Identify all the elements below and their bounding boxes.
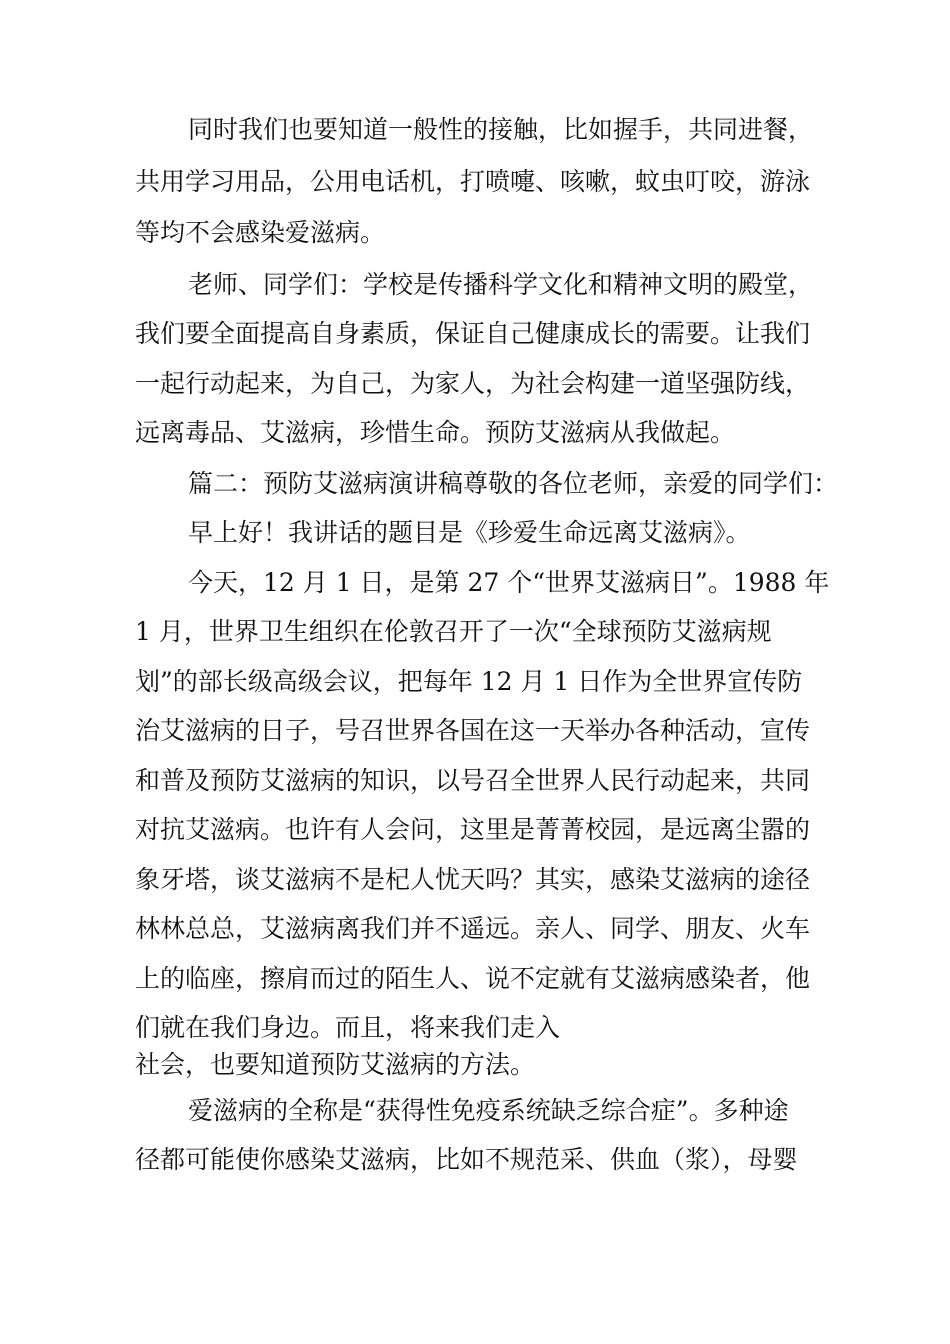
text-line: 径都可能使你感染艾滋病，比如不规范采、供血（浆），母婴 xyxy=(135,1145,798,1174)
text-line: 一起行动起来，为自己，为家人，为社会构建一道坚强防线， xyxy=(135,369,811,398)
text-line: 治艾滋病的日子，号召世界各国在这一天举办各种活动，宣传 xyxy=(135,716,811,745)
text-line: 等均不会感染爱滋病。 xyxy=(135,218,386,247)
text-line: 和普及预防艾滋病的知识，以号召全世界人民行动起来，共同 xyxy=(135,766,811,795)
text-line: 远离毒品、艾滋病，珍惜生命。预防艾滋病从我做起。 xyxy=(135,418,736,447)
text-line: 篇二：预防艾滋病演讲稿尊敬的各位老师，亲爱的同学们： xyxy=(188,469,839,498)
text-line: 林林总总，艾滋病离我们并不遥远。亲人、同学、朋友、火车 xyxy=(135,914,811,943)
text-line: 划”的部长级高级会议，把每年 12 月 1 日作为全世界宣传防 xyxy=(135,667,803,696)
text-line: 同时我们也要知道一般性的接触，比如握手，共同进餐， xyxy=(188,115,814,144)
text-line: 爱滋病的全称是“获得性免疫系统缺乏综合症”。多种途 xyxy=(188,1096,789,1125)
text-line: 对抗艾滋病。也许有人会问，这里是菁菁校园，是远离尘嚣的 xyxy=(135,815,811,844)
text-line: 象牙塔，谈艾滋病不是杞人忧天吗？其实，感染艾滋病的途径 xyxy=(135,865,811,894)
text-line: 老师、同学们：学校是传播科学文化和精神文明的殿堂， xyxy=(188,270,814,299)
text-line: 上的临座，擦肩而过的陌生人、说不定就有艾滋病感染者，他 xyxy=(135,964,811,993)
text-line: 今天，12 月 1 日，是第 27 个“世界艾滋病日”。1988 年 xyxy=(188,568,830,597)
text-line: 早上好！我讲话的题目是《珍爱生命远离艾滋病》。 xyxy=(188,518,751,547)
text-line: 们就在我们身边。而且，将来我们走入 xyxy=(135,1013,561,1042)
text-line: 共用学习用品，公用电话机，打喷嚏、咳嗽，蚊虫叮咬，游泳 xyxy=(135,167,811,196)
text-line: 社会，也要知道预防艾滋病的方法。 xyxy=(135,1050,536,1079)
text-line: 我们要全面提高自身素质，保证自己健康成长的需要。让我们 xyxy=(135,319,811,348)
text-line: 1 月，世界卫生组织在伦敦召开了一次“全球预防艾滋病规 xyxy=(135,617,772,646)
